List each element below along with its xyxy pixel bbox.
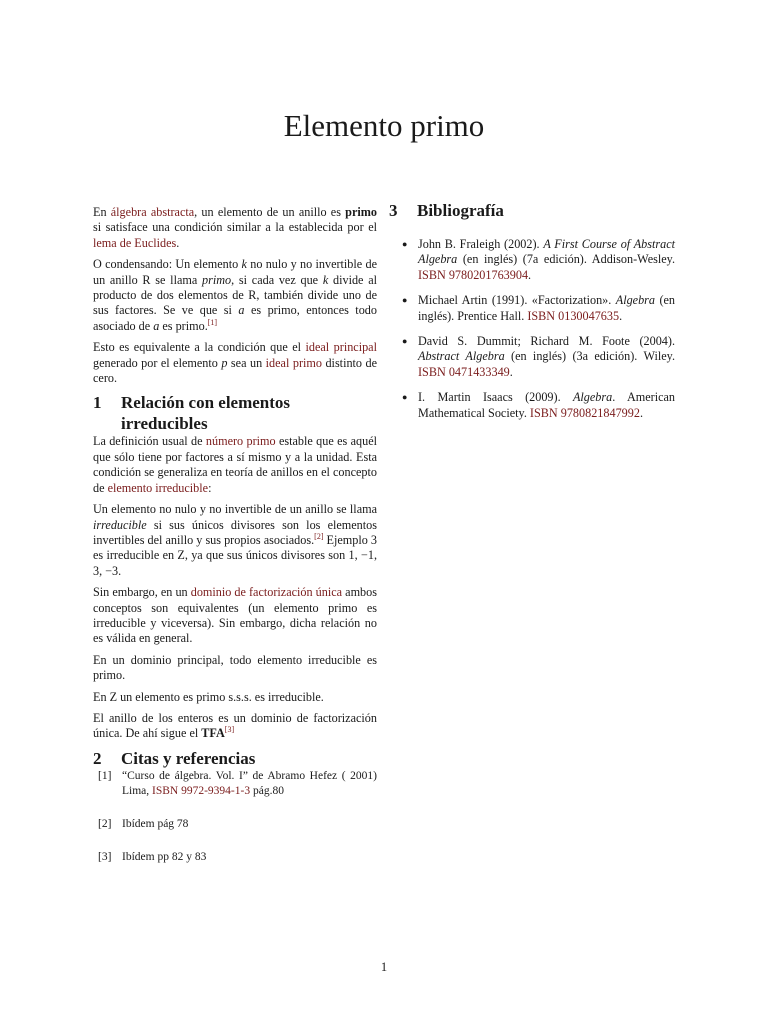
link-numero-primo[interactable]: número primo [205,434,276,449]
section-1-paragraph-3: Sin embargo, en un dominio de factorización única ambos conceptos son equivalentes (un elemento primo es irreducible y viceversa). Sin embargo, dicha relación no es válida en general. [93,585,377,646]
bullet-icon: ● [402,392,408,403]
link-ideal-principal[interactable]: ideal principal [305,340,377,355]
intro-paragraph-3: Esto es equivalente a la condición que el ideal principal generado por el elemento p sea un ideal primo distinto de cero. [93,340,378,386]
isbn-link[interactable]: ISBN 0471433349 [418,364,510,379]
page-title: Elemento primo [283,108,485,143]
page-number: 1 [380,960,388,974]
link-dominio-factorizacion-unica[interactable]: dominio de factorización única [190,585,343,600]
section-1-paragraph-1: La definición usual de número primo estable que es aquél que sólo tiene por factores a sí mismo y a la unidad. Esta condición se generaliza en teoría de anillos en el concepto de elemento irreducible: [93,434,377,495]
bibliography-item: ● John B. Fraleigh (2002). A First Course of Abstract Algebra (en inglés) (7a edición). Addison-Wesley. ISBN 9780201763904. [389,237,675,283]
citation-1-link[interactable]: [1] [207,317,218,327]
isbn-link[interactable]: ISBN 9780201763904 [418,267,529,282]
left-column [93,205,377,883]
citation-2-link[interactable]: [2] [314,531,324,541]
bullet-icon: ● [402,336,408,347]
link-ideal-primo[interactable]: ideal primo [265,355,322,370]
section-1-heading: 1 Relación con elementos irreducibles [93,393,291,434]
isbn-link[interactable]: ISBN 9972-9394-1-3 [152,784,251,797]
bibliography-item: ● David S. Dummit; Richard M. Foote (2004). Abstract Algebra (en inglés) (3a edición). Wiley. ISBN 0471433349. [389,334,675,380]
section-2-heading: 2 Citas y referencias [93,748,256,768]
references-list [93,769,377,865]
citation-3-link[interactable]: [3] [224,725,235,735]
section-1-paragraph-4: En un dominio principal, todo elemento irreducible es primo. [93,652,377,683]
section-1-paragraph-5: En Z un elemento es primo s.s.s. es irreducible. [93,689,324,704]
reference-item: [2] Ibídem pág 78 [98,817,189,830]
link-lema-de-euclides[interactable]: lema de Euclides [93,235,177,250]
isbn-link[interactable]: ISBN 9780821847992 [529,405,640,420]
link-algebra-abstracta[interactable]: álgebra abstracta [110,205,195,219]
bibliography-list [389,237,675,421]
link-elemento-irreducible[interactable]: elemento irreducible [107,480,209,495]
bibliography-item: ● Michael Artin (1991). «Factorization». Algebra (en inglés). Prentice Hall. ISBN 0130047635. [389,293,675,324]
right-column [389,200,675,431]
bullet-icon: ● [402,295,408,306]
section-1-paragraph-6: El anillo de los enteros es un dominio de factorización única. De ahí sigue el TFA[3] [93,710,377,741]
section-1-paragraph-2: Un elemento no nulo y no invertible de un anillo se llama irreducible si sus únicos divisores son los elementos invertibles del anillo y sus propios asociados.[2] Ejemplo 3 es irreducible en Z, ya que sus únicos divisores son 1, −1, 3, −3. [93,502,378,578]
reference-item: [1] “Curso de álgebra. Vol. I” de Abramo Hefez ( 2001) Lima, ISBN 9972-9394-1-3 pág.80 [98,769,377,797]
isbn-link[interactable]: ISBN 0130047635 [527,308,620,323]
bibliography-item: ● I. Martin Isaacs (2009). Algebra. American Mathematical Society. ISBN 9780821847992. [389,390,675,421]
intro-paragraph-1: En álgebra abstracta, un elemento de un anillo es primo si satisface una condición similar a la establecida por el lema de Euclides. [93,205,377,250]
reference-item: [3] Ibídem pp 82 y 83 [98,850,207,863]
intro-paragraph-2: O condensando: Un elemento k no nulo y no invertible de un anillo R se llama primo, si cada vez que k divide al producto de dos elementos de R, también divide uno de sus factores. Se ve que si a es primo, entonces todo asociado de a es primo.[1] [93,257,378,333]
section-3-heading: 3 Bibliografía [389,201,504,220]
bullet-icon: ● [402,239,408,249]
